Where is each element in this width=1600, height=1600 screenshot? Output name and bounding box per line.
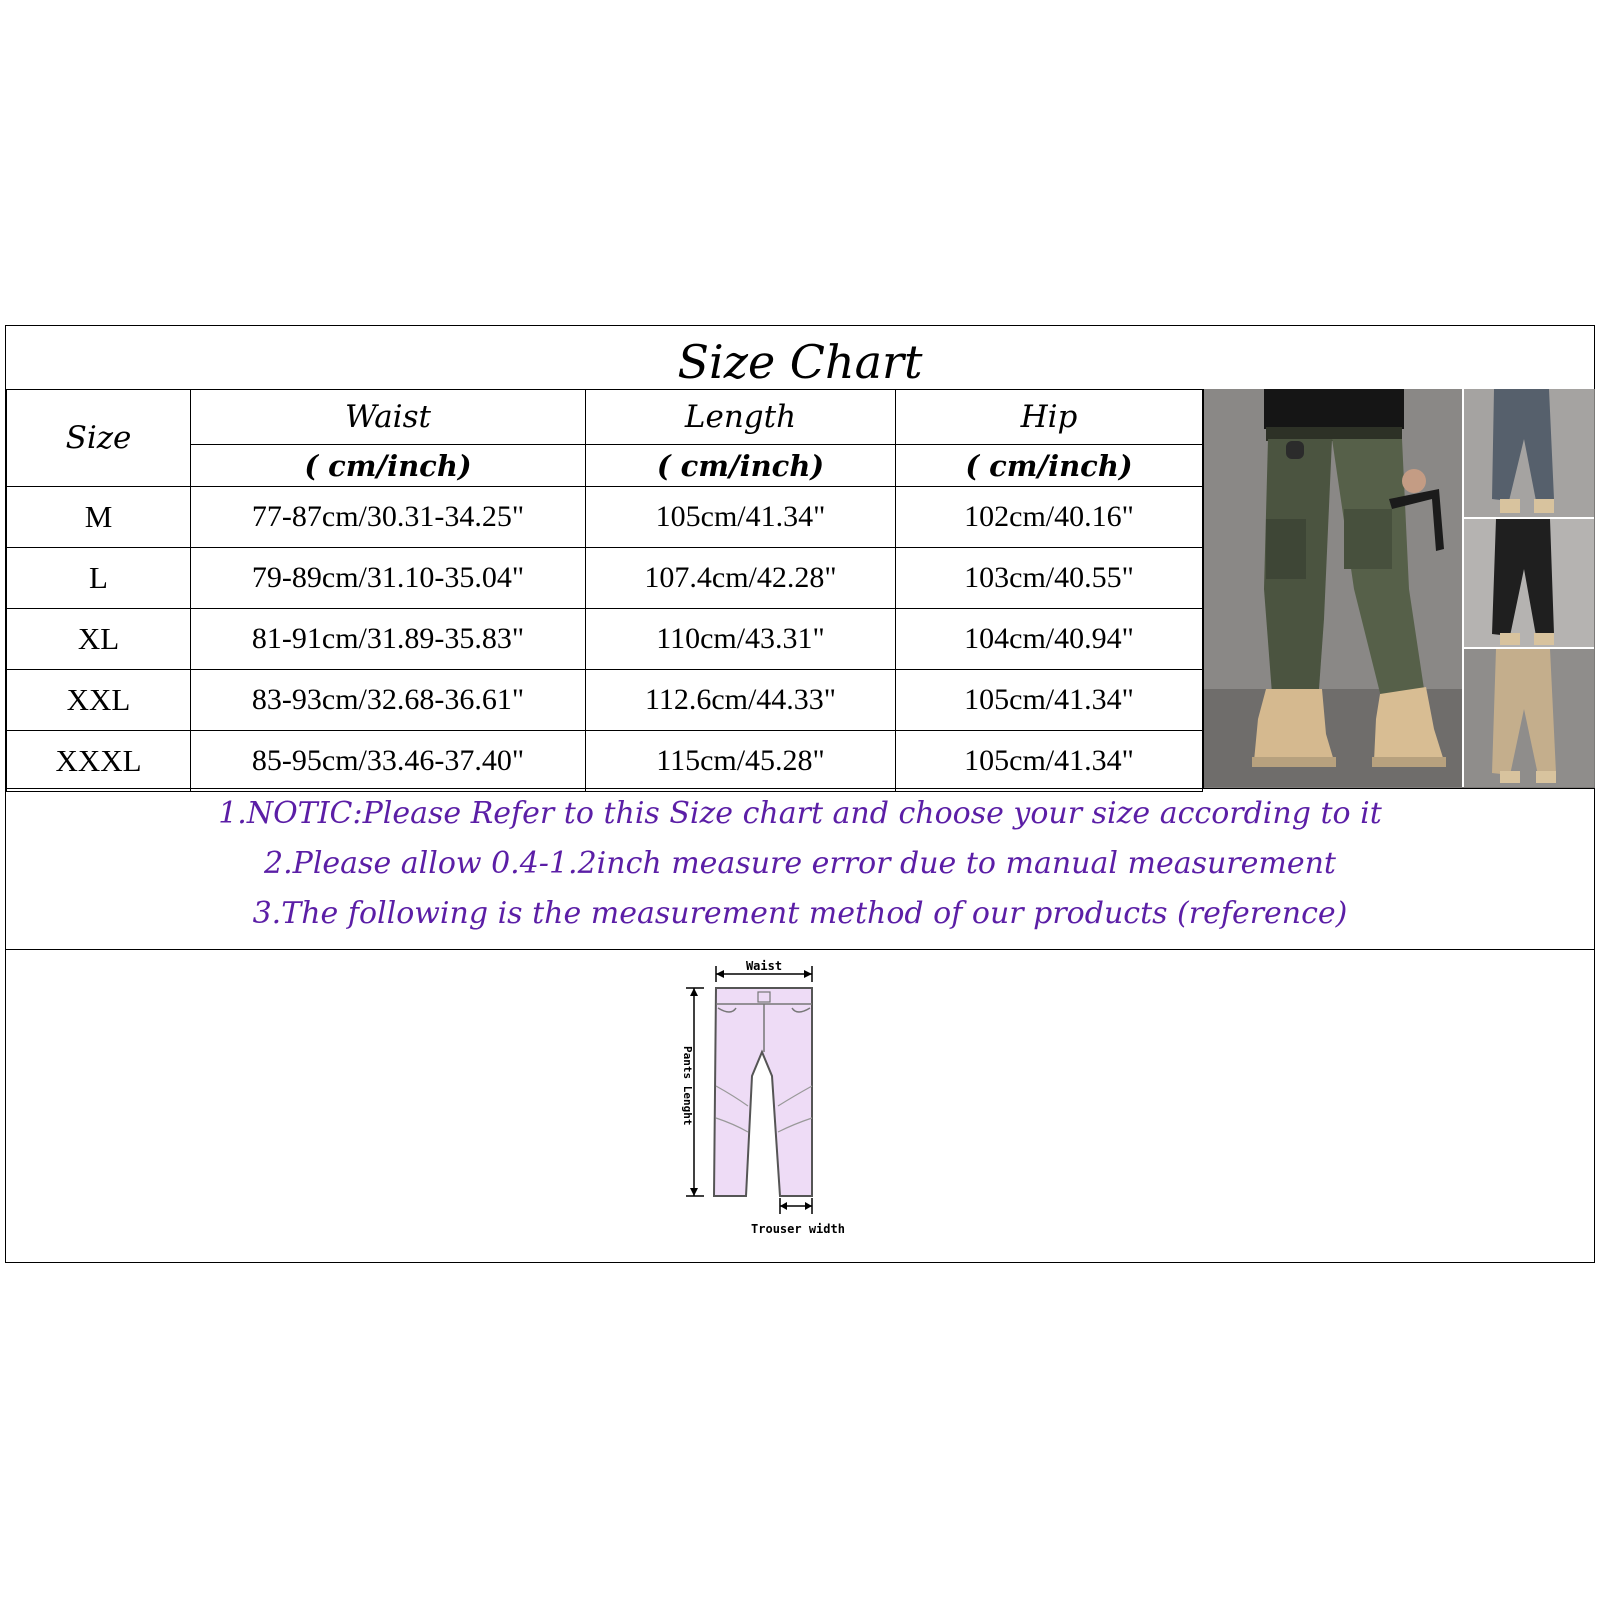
pants-diagram: [676, 956, 896, 1256]
size-cell: XL: [7, 609, 191, 670]
waist-cell: 81-91cm/31.89-35.83": [191, 609, 586, 670]
note-3: 3.The following is the measurement method of our products (reference): [252, 896, 1348, 931]
waist-label: Waist: [745, 959, 783, 973]
width-label: Trouser width: [751, 1222, 845, 1236]
waist-cell: 77-87cm/30.31-34.25": [191, 487, 586, 548]
size-table: [6, 389, 1203, 792]
product-photo: [1203, 389, 1595, 789]
length-header: Length: [586, 390, 896, 445]
size-cell: M: [7, 487, 191, 548]
table-row: [7, 487, 1203, 548]
waist-header: Waist: [191, 390, 586, 445]
length-cell: 110cm/43.31": [586, 609, 896, 670]
length-cell: 105cm/41.34": [586, 487, 896, 548]
length-cell: 115cm/45.28": [586, 731, 896, 792]
hip-cell: 105cm/41.34": [896, 670, 1203, 731]
length-cell: 112.6cm/44.33": [586, 670, 896, 731]
size-cell: XXL: [7, 670, 191, 731]
pants-outline: [714, 988, 812, 1196]
size-cell: L: [7, 548, 191, 609]
size-chart-frame: [5, 325, 1595, 1263]
hip-cell: 102cm/40.16": [896, 487, 1203, 548]
table-row: [7, 731, 1203, 792]
waist-cell: 83-93cm/32.68-36.61": [191, 670, 586, 731]
table-row: [7, 670, 1203, 731]
hip-cell: 103cm/40.55": [896, 548, 1203, 609]
table-row: [7, 609, 1203, 670]
notes-section: [6, 788, 1594, 950]
size-cell: XXXL: [7, 731, 191, 792]
measurement-diagram: [676, 956, 896, 1256]
chart-title: Size Chart: [6, 326, 1594, 390]
length-cell: 107.4cm/42.28": [586, 548, 896, 609]
hip-header: Hip: [896, 390, 1203, 445]
waist-unit: ( cm/inch): [191, 445, 586, 487]
waist-cell: 79-89cm/31.10-35.04": [191, 548, 586, 609]
length-label: Pants Lenght: [681, 1046, 694, 1126]
hip-cell: 105cm/41.34": [896, 731, 1203, 792]
hip-unit: ( cm/inch): [896, 445, 1203, 487]
table-row: [7, 548, 1203, 609]
note-1: 1.NOTIC:Please Refer to this Size chart and choose your size according to it: [218, 796, 1382, 831]
length-unit: ( cm/inch): [586, 445, 896, 487]
waist-cell: 85-95cm/33.46-37.40": [191, 731, 586, 792]
note-2: 2.Please allow 0.4-1.2inch measure error due to manual measurement: [264, 846, 1336, 881]
header-row: [7, 390, 1203, 445]
hip-cell: 104cm/40.94": [896, 609, 1203, 670]
product-photo-art: [1204, 389, 1594, 787]
size-header: Size: [7, 390, 191, 487]
